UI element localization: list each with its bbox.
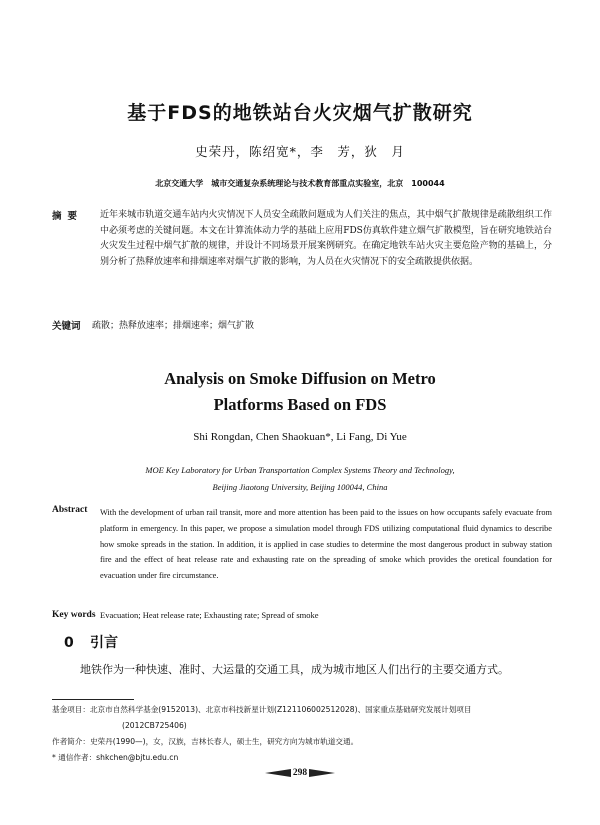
paper-title-chinese: 基于FDS的地铁站台火灾烟气扩散研究 <box>127 102 473 124</box>
authors-english: Shi Rongdan, Chen Shaokuan*, Li Fang, Di Yue <box>193 431 407 443</box>
keywords-chinese-label: 关键词 <box>52 321 81 332</box>
keywords-chinese-text: 疏散；热释放速率；排烟速率；烟气扩散 <box>92 321 255 331</box>
footnote-fund <box>52 702 552 734</box>
abstract-english <box>52 505 552 584</box>
keywords-english-text: Evacuation; Heat release rate; Exhausting rate; Spread of smoke <box>100 610 319 620</box>
keywords-english <box>52 610 552 620</box>
abstract-chinese-label: 摘要 <box>52 211 84 222</box>
footnote-fund-line-1: 基金项目：北京市自然科学基金(9152013)、北京市科技新星计划(Z121106002512028)、国家重点基础研究发展计划项目 <box>52 705 472 714</box>
keywords-chinese <box>52 318 552 332</box>
page-number-text: 298 <box>292 768 308 778</box>
affiliation-english-line-1: MOE Key Laboratory for Urban Transportation Complex Systems Theory and Technology, <box>145 465 455 475</box>
affiliation-english <box>0 462 600 496</box>
abstract-english-text: With the development of urban rail transit, more and more attention has been paid to the issues on how occupants safely evacuate from platform in emergency. In this paper, we propose a simulation model through FDS utilizing computational fluid dynamics to describe how smoke spreads in the station. In addition, it is applied in case studies to determine the most dangerous product in subway station fire and the effect of heat release rate and exhausting rate on the spreading of smoke which provides the oretical foundation for evacuation under fire circumstance. <box>100 508 552 581</box>
keywords-english-label: Key words <box>52 610 96 620</box>
page-number <box>0 768 600 778</box>
abstract-chinese-text: 近年来城市轨道交通车站内火灾情况下人员安全疏散问题成为人们关注的焦点，其中烟气扩散规律是疏散组织工作中必须考虑的关键问题。本文在计算流体动力学的基础上应用FDS仿真软件建立烟气扩散模型，旨在研究地铁站台火灾发生过程中烟气扩散的规律，并设计不同场景开展案例研究。在确定地铁车站火灾主要危险产物的基础上，分别分析了热释放速率和排烟速率对烟气扩散的影响，为人员在火灾情况下的安全疏散提供依据。 <box>100 210 552 267</box>
abstract-english-label: Abstract <box>52 505 88 515</box>
page-number-right-arrow-icon <box>309 769 335 777</box>
footnote-author-info: 作者简介：史荣丹(1990—)，女，汉族，吉林长春人，硕士生，研究方向为城市轨道交通。 <box>52 737 359 746</box>
abstract-chinese <box>52 208 552 270</box>
paper-title-english-line-1: Analysis on Smoke Diffusion on Metro <box>164 369 436 388</box>
section-title: 引言 <box>90 635 118 651</box>
paper-title-english-line-2: Platforms Based on FDS <box>213 395 387 414</box>
paper-title-english <box>0 366 600 418</box>
page-number-left-arrow-icon <box>265 769 291 777</box>
authors-chinese: 史荣丹，陈绍宽*，李 芳，狄 月 <box>195 144 405 159</box>
section-number: 0 <box>64 635 74 651</box>
body-paragraph: 地铁作为一种快速、准时、大运量的交通工具，成为城市地区人们出行的主要交通方式。 <box>80 663 509 676</box>
section-heading-introduction <box>64 632 118 652</box>
footnote-fund-line-2: (2012CB725406) <box>122 721 187 730</box>
footnote-divider <box>52 699 134 700</box>
affiliation-english-line-2: Beijing Jiaotong University, Beijing 100044, China <box>212 482 388 492</box>
affiliation-chinese: 北京交通大学 城市交通复杂系统理论与技术教育部重点实验室，北京 100044 <box>155 179 445 188</box>
footnote-corresponding-author: * 通信作者：shkchen@bjtu.edu.cn <box>52 753 179 762</box>
